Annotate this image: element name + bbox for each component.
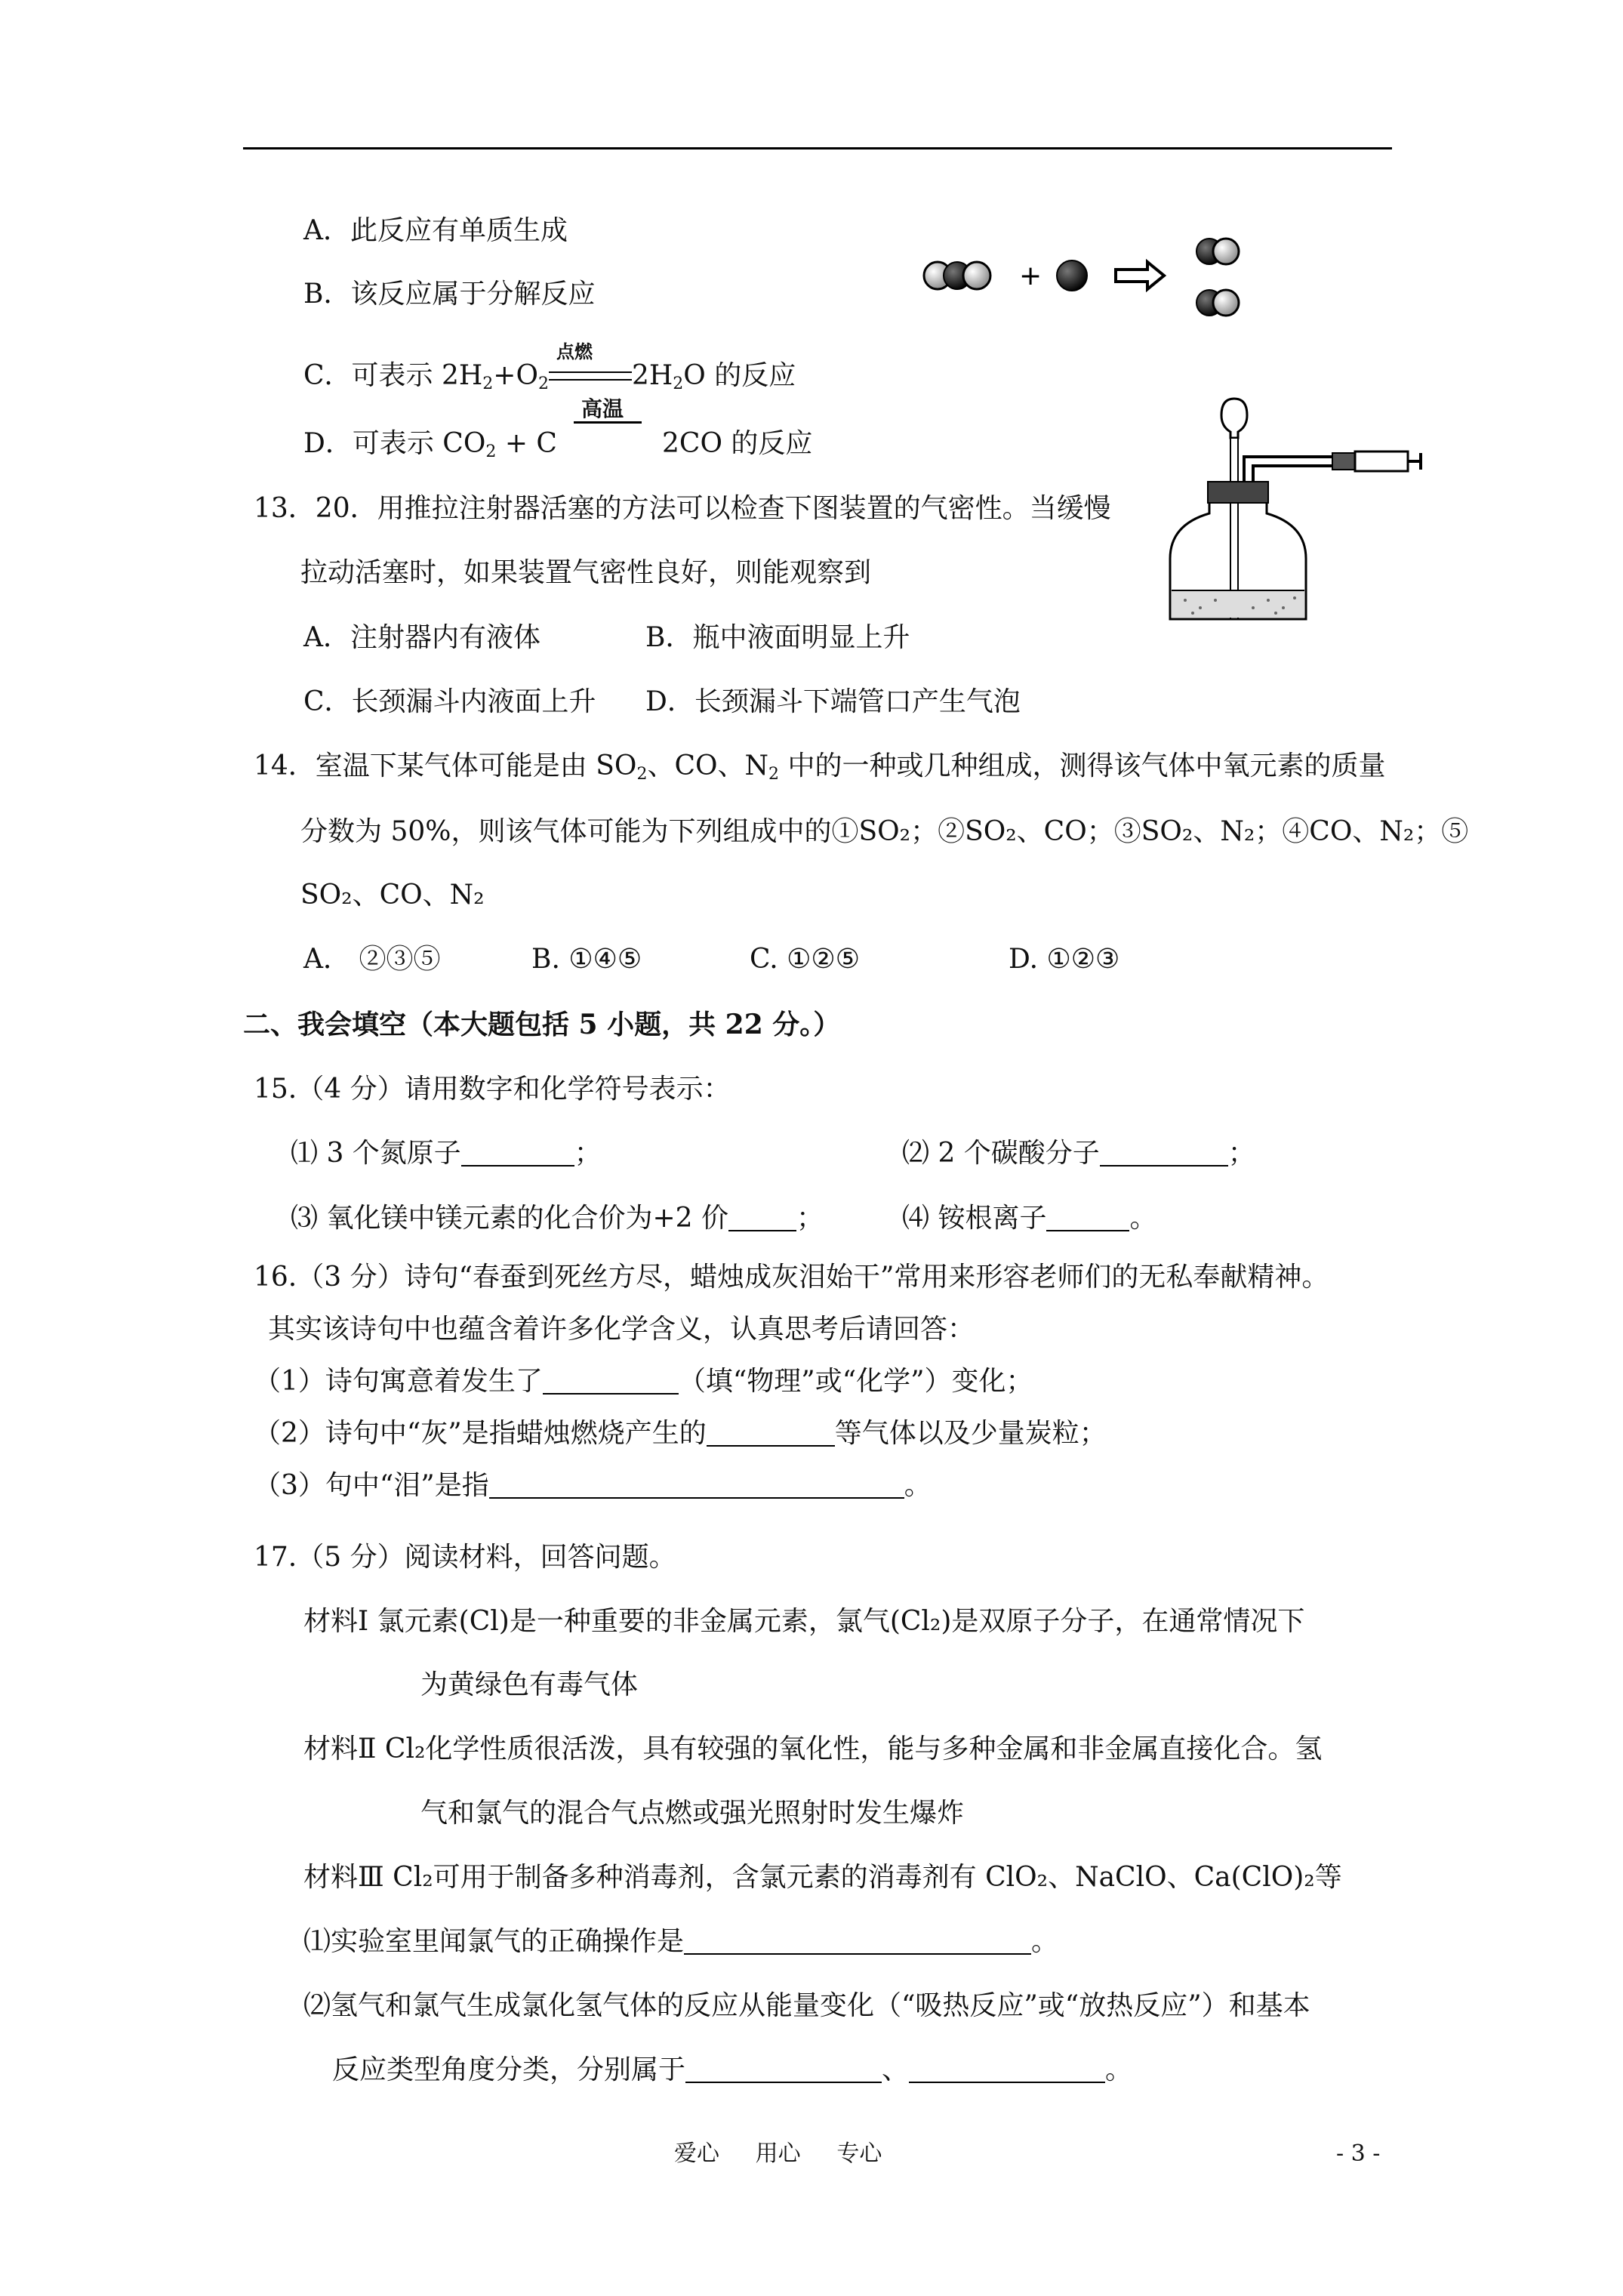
q17-material-1-line2: 为黄绿色有毒气体 [420,1669,639,1700]
product-molecule-2 [1196,290,1239,316]
q16-sub-2: （2）诗句中“灰”是指蜡烛燃烧产生的 等气体以及少量炭粒； [254,1418,1107,1449]
plus-sign: + [1019,260,1042,291]
q15-part-1: ⑴ 3 个氮原子 ； [291,1138,602,1169]
answer-blank[interactable] [489,1473,904,1499]
q14-stem-line2: 分数为 50%，则该气体可能为下列组成中的①SO₂；②SO₂、CO；③SO₂、N₂；④CO、N₂；⑤ [300,816,1469,847]
q16-stem-line2: 其实该诗句中也蕴含着许多化学含义，认真思考后请回答： [268,1314,975,1345]
q13-option-b: B．瓶中液面明显上升 [645,622,910,653]
q12-option-d: D．可表示 $CO_2 + C$ [303,428,557,461]
header-rule [243,147,1392,149]
reaction-arrow [1116,262,1164,289]
answer-blank[interactable] [1046,1206,1129,1231]
q14-stem-line3: SO₂、CO、N₂ [300,880,485,911]
product-molecule-1 [1196,239,1239,264]
q15-part-4: ⑷ 铵根离子 。 [902,1203,1157,1234]
q17-sub-2-line1: ⑵氢气和氯气生成氯化氢气体的反应从能量变化（“吸热反应”或“放热反应”）和基本 [303,1990,1310,2021]
q14-option-b: B. ①④⑤ [531,944,642,975]
q14-option-d: D. ①②③ [1009,944,1120,975]
answer-blank[interactable] [543,1369,679,1395]
page-number: - 3 - [1336,2140,1381,2167]
answer-blank[interactable] [685,2057,882,2083]
q13-option-d: D．长颈漏斗下端管口产生气泡 [645,686,1021,717]
answer-blank[interactable] [728,1206,796,1231]
footer-motto: 爱心 用心 专心 [674,2140,882,2167]
q15-title: 15.（4 分）请用数字和化学符号表示： [254,1074,731,1105]
reaction-condition-heat: 高温 [574,393,642,430]
reaction-condition-ignite: 点燃 [549,362,632,390]
q13-option-c: C．长颈漏斗内液面上升 [303,686,596,717]
q14-option-a: A． ②③⑤ [303,944,441,975]
q16-sub-1: （1）诗句寓意着发生了 （填“物理”或“化学”）变化； [254,1366,1033,1397]
q13-option-a: A．注射器内有液体 [303,622,540,653]
q12-option-c: C．可表示 $2H_2+O_2$ 点燃 $2H_2O$ 的反应 [303,341,796,393]
q15-part-3: ⑶ 氧化镁中镁元素的化合价为+2 价 ； [291,1203,824,1234]
q17-title: 17.（5 分）阅读材料，回答问题。 [254,1542,676,1573]
answer-blank[interactable] [1100,1141,1228,1166]
q16-sub-3: （3）句中“泪”是指 。 [254,1470,932,1501]
q14-option-c: C. ①②⑤ [750,944,860,975]
answer-blank[interactable] [461,1141,574,1166]
q17-material-2-line2: 气和氯气的混合气点燃或强光照射时发生爆炸 [420,1798,965,1829]
answer-blank[interactable] [909,2057,1105,2083]
q17-material-1-line1: 材料Ⅰ 氯元素(Cl)是一种重要的非金属元素，氯气(Cl₂)是双原子分子，在通常情况下 [303,1606,1305,1637]
q12-option-b: B．该反应属于分解反应 [303,279,596,310]
reactant-atom-2 [1057,260,1087,291]
airtightness-apparatus-diagram [1155,393,1427,627]
molecule-reaction-diagram [921,230,1246,328]
q13-stem-line1: 13．20．用推拉注射器活塞的方法可以检查下图装置的气密性。当缓慢 [254,493,1111,524]
q16-stem-line1: 16.（3 分）诗句“春蚕到死丝方尽，蜡烛成灰泪始干”常用来形容老师们的无私奉献精神。 [254,1262,1329,1293]
q15-part-2: ⑵ 2 个碳酸分子 ； [902,1138,1255,1169]
section-2-title: 二、我会填空（本大题包括 5 小题，共 22 分。） [243,1009,841,1040]
answer-blank[interactable] [707,1421,835,1447]
q17-material-3: 材料Ⅲ Cl₂可用于制备多种消毒剂，含氯元素的消毒剂有 ClO₂、NaClO、Ca(ClO)₂等 [303,1862,1342,1893]
reactant-molecule-1 [924,262,990,289]
answer-blank[interactable] [684,1929,1031,1955]
q13-stem-line2: 拉动活塞时，如果装置气密性良好，则能观察到 [300,557,872,588]
q17-sub-1: ⑴实验室里闻氯气的正确操作是 。 [303,1926,1059,1957]
q17-material-2-line1: 材料Ⅱ Cl₂化学性质很活泼，具有较强的氧化性，能与多种金属和非金属直接化合。氢 [303,1734,1323,1764]
q12-option-d-suffix: 2CO 的反应 [662,428,813,459]
q17-sub-2-line2: 反应类型角度分类，分别属于 、 。 [332,2054,1133,2085]
q14-stem-line1: 14．室温下某气体可能是由 $SO_2$、CO、$N_2$ 中的一种或几种组成，测得该气体中氧元素的质量 [254,750,1386,784]
q12-option-a: A．此反应有单质生成 [303,215,568,246]
